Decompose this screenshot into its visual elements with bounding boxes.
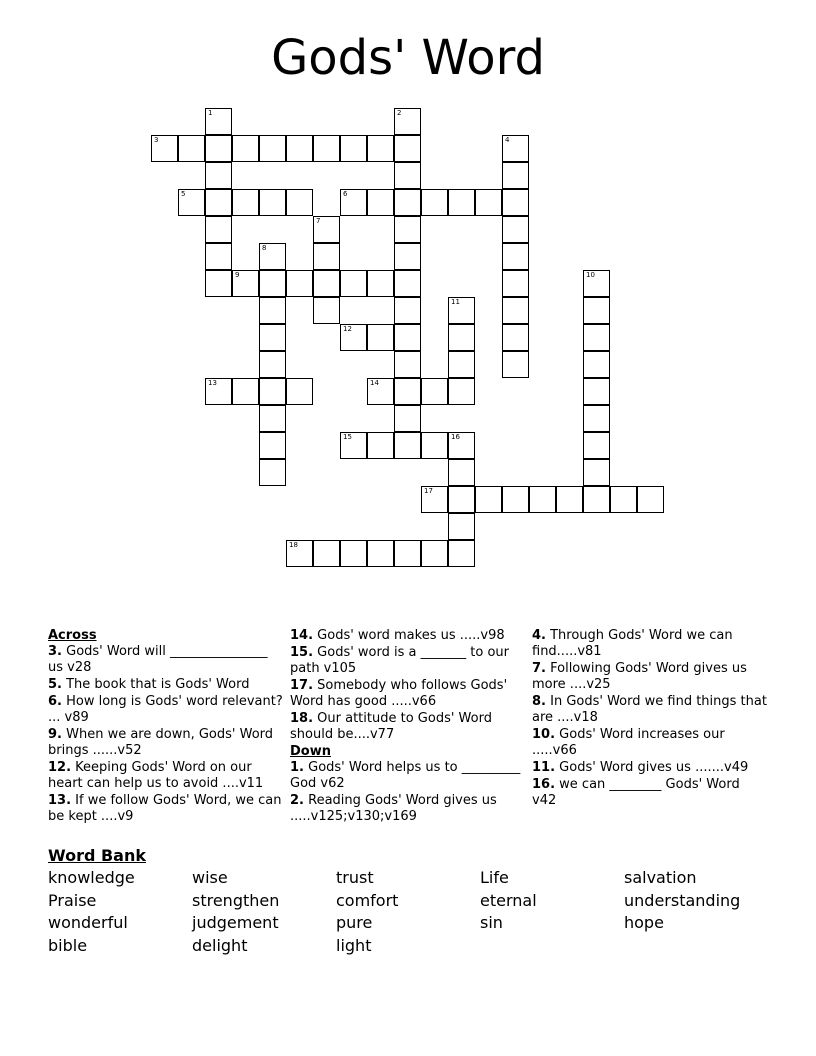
grid-cell[interactable] (394, 405, 421, 432)
grid-cell[interactable] (583, 297, 610, 324)
clue-number: 15 (343, 433, 352, 441)
grid-cell[interactable] (205, 189, 232, 216)
grid-cell[interactable] (367, 189, 394, 216)
grid-cell[interactable] (259, 351, 286, 378)
grid-cell[interactable] (313, 243, 340, 270)
grid-cell[interactable] (394, 189, 421, 216)
grid-cell[interactable] (421, 189, 448, 216)
grid-cell[interactable] (259, 324, 286, 351)
clue-number-label: 17. (290, 678, 314, 693)
grid-cell[interactable] (394, 162, 421, 189)
clue-number: 13 (208, 379, 217, 387)
grid-cell[interactable] (502, 135, 529, 162)
grid-cell[interactable] (259, 432, 286, 459)
grid-cell[interactable] (529, 486, 556, 513)
grid-cell[interactable] (286, 270, 313, 297)
word-bank-item: wonderful (48, 913, 128, 932)
clue-number-label: 2. (290, 793, 304, 808)
grid-cell[interactable] (259, 135, 286, 162)
clue-text: If we follow Gods' Word, we can be kept ....v9 (48, 793, 282, 824)
grid-cell[interactable] (502, 486, 529, 513)
grid-cell[interactable] (205, 162, 232, 189)
clue-number-label: 6. (48, 694, 62, 709)
clue-item (48, 644, 284, 676)
grid-cell[interactable] (610, 486, 637, 513)
clue-text: Gods' Word helps us to _________ God v62 (290, 760, 521, 791)
clue-number: 14 (370, 379, 379, 387)
grid-cell[interactable] (259, 459, 286, 486)
grid-cell[interactable] (475, 486, 502, 513)
clue-number-label: 15. (290, 645, 314, 660)
clue-text: Our attitude to Gods' Word should be....v77 (290, 711, 492, 742)
grid-cell[interactable] (583, 486, 610, 513)
clue-number: 4 (505, 136, 510, 144)
grid-cell[interactable] (394, 270, 421, 297)
clue-number-label: 7. (532, 661, 546, 676)
grid-cell[interactable] (367, 378, 394, 405)
grid-cell[interactable] (421, 378, 448, 405)
clue-number-label: 9. (48, 727, 62, 742)
grid-cell[interactable] (394, 297, 421, 324)
grid-cell[interactable] (259, 378, 286, 405)
clue-number-label: 4. (532, 628, 546, 643)
grid-cell[interactable] (502, 324, 529, 351)
grid-cell[interactable] (313, 216, 340, 243)
clue-number: 5 (181, 190, 186, 198)
clue-number-label: 18. (290, 711, 314, 726)
grid-cell[interactable] (448, 459, 475, 486)
clue-text: Following Gods' Word gives us more ....v25 (532, 661, 747, 692)
grid-cell[interactable] (259, 189, 286, 216)
clue-text: Gods' word makes us .....v98 (313, 628, 505, 643)
grid-cell[interactable] (394, 378, 421, 405)
clue-text: Somebody who follows Gods' Word has good .....v66 (290, 678, 508, 709)
across-clues-a (48, 644, 284, 825)
grid-cell[interactable] (637, 486, 664, 513)
grid-cell[interactable] (313, 135, 340, 162)
grid-cell[interactable] (421, 486, 448, 513)
grid-cell[interactable] (178, 189, 205, 216)
clue-item (290, 645, 526, 677)
grid-cell[interactable] (502, 270, 529, 297)
grid-cell[interactable] (502, 216, 529, 243)
clue-number: 2 (397, 109, 402, 117)
clues-column-1 (48, 628, 284, 826)
grid-cell[interactable] (502, 351, 529, 378)
grid-cell[interactable] (394, 540, 421, 567)
grid-cell[interactable] (286, 540, 313, 567)
grid-cell[interactable] (583, 270, 610, 297)
clue-text: How long is Gods' word relevant? ... v89 (48, 694, 283, 725)
down-heading: Down (290, 744, 331, 759)
clue-number: 3 (154, 136, 159, 144)
grid-cell[interactable] (583, 405, 610, 432)
clue-number-label: 13. (48, 793, 72, 808)
clue-text: Gods' Word gives us .......v49 (555, 760, 749, 775)
grid-cell[interactable] (502, 243, 529, 270)
clue-item (290, 793, 526, 825)
grid-cell[interactable] (367, 270, 394, 297)
grid-cell[interactable] (259, 243, 286, 270)
clue-item (48, 727, 284, 759)
clue-text: we can ________ Gods' Word v42 (532, 777, 740, 808)
grid-cell[interactable] (367, 432, 394, 459)
clue-text: Keeping Gods' Word on our heart can help us to avoid ....v11 (48, 760, 264, 791)
grid-cell[interactable] (286, 135, 313, 162)
grid-cell[interactable] (205, 270, 232, 297)
grid-cell[interactable] (205, 243, 232, 270)
grid-cell[interactable] (340, 432, 367, 459)
grid-cell[interactable] (394, 216, 421, 243)
grid-cell[interactable] (232, 378, 259, 405)
word-bank-heading: Word Bank (48, 846, 147, 865)
word-bank-item: understanding (624, 890, 741, 910)
grid-cell[interactable] (448, 540, 475, 567)
grid-cell[interactable] (394, 324, 421, 351)
clue-text: Gods' Word increases our .....v66 (532, 727, 725, 758)
clue-number: 6 (343, 190, 348, 198)
grid-cell[interactable] (313, 540, 340, 567)
clue-item (532, 727, 768, 759)
grid-cell[interactable] (502, 297, 529, 324)
grid-cell[interactable] (502, 189, 529, 216)
grid-cell[interactable] (259, 270, 286, 297)
clue-number-label: 5. (48, 677, 62, 692)
grid-cell[interactable] (205, 135, 232, 162)
word-bank-item: knowledge (48, 868, 135, 887)
clue-number: 9 (235, 271, 240, 279)
clue-item (532, 694, 768, 726)
grid-cell[interactable] (394, 108, 421, 135)
clue-item (290, 628, 526, 644)
grid-cell[interactable] (583, 351, 610, 378)
word-bank-item: eternal (480, 890, 537, 910)
grid-cell[interactable] (178, 135, 205, 162)
clue-number: 18 (289, 541, 298, 549)
clue-number-label: 8. (532, 694, 546, 709)
grid-cell[interactable] (367, 324, 394, 351)
clue-item (48, 694, 284, 726)
grid-cell[interactable] (448, 378, 475, 405)
grid-cell[interactable] (421, 432, 448, 459)
clue-item (48, 760, 284, 792)
clue-number: 12 (343, 325, 352, 333)
grid-cell[interactable] (394, 243, 421, 270)
clue-number: 11 (451, 298, 460, 306)
word-bank-item: delight (192, 935, 248, 955)
grid-cell[interactable] (205, 378, 232, 405)
word-bank-item: Life (480, 868, 509, 887)
clue-text: The book that is Gods' Word (61, 677, 250, 692)
clue-item (532, 628, 768, 660)
clue-item (532, 777, 768, 809)
down-clues-b (532, 628, 768, 809)
grid-cell[interactable] (259, 405, 286, 432)
grid-cell[interactable] (475, 189, 502, 216)
grid-cell[interactable] (232, 135, 259, 162)
word-bank-item: strengthen (192, 890, 280, 910)
grid-cell[interactable] (394, 351, 421, 378)
grid-cell[interactable] (232, 270, 259, 297)
clue-number-label: 3. (48, 644, 62, 659)
word-bank-item: wise (192, 868, 228, 887)
word-bank-item: hope (624, 913, 664, 932)
grid-cell[interactable] (313, 297, 340, 324)
grid-cell[interactable] (583, 378, 610, 405)
grid-cell[interactable] (448, 486, 475, 513)
grid-cell[interactable] (340, 135, 367, 162)
grid-cell[interactable] (583, 432, 610, 459)
grid-cell[interactable] (340, 189, 367, 216)
grid-cell[interactable] (448, 297, 475, 324)
clue-number-label: 10. (532, 727, 556, 742)
grid-cell[interactable] (151, 135, 178, 162)
across-heading: Across (48, 628, 97, 643)
grid-cell[interactable] (583, 324, 610, 351)
clue-item (532, 760, 768, 776)
clue-number: 17 (424, 487, 433, 495)
grid-cell[interactable] (232, 189, 259, 216)
grid-cell[interactable] (286, 189, 313, 216)
grid-cell[interactable] (394, 432, 421, 459)
word-bank-item: salvation (624, 868, 697, 887)
clue-number: 1 (208, 109, 213, 117)
clue-text: Reading Gods' Word gives us .....v125;v130;v169 (290, 793, 497, 824)
clue-text: Gods' word is a _______ to our path v105 (290, 645, 509, 676)
word-bank-item: sin (480, 913, 503, 932)
grid-cell[interactable] (583, 459, 610, 486)
clue-number-label: 1. (290, 760, 304, 775)
grid-cell[interactable] (448, 432, 475, 459)
clue-number: 7 (316, 217, 321, 225)
grid-cell[interactable] (340, 270, 367, 297)
clue-number-label: 12. (48, 760, 72, 775)
grid-cell[interactable] (259, 297, 286, 324)
clue-number-label: 14. (290, 628, 314, 643)
grid-cell[interactable] (313, 270, 340, 297)
clue-number: 16 (451, 433, 460, 441)
clue-number-label: 11. (532, 760, 556, 775)
grid-cell[interactable] (448, 351, 475, 378)
clue-number: 10 (586, 271, 595, 279)
grid-cell[interactable] (448, 324, 475, 351)
grid-cell[interactable] (205, 108, 232, 135)
word-bank-item: judgement (192, 913, 279, 932)
word-bank-item: Praise (48, 890, 97, 910)
clue-item (290, 760, 526, 792)
grid-cell[interactable] (286, 378, 313, 405)
word-bank-item: bible (48, 935, 88, 955)
grid-cell[interactable] (367, 540, 394, 567)
clue-text: In Gods' Word we find things that are ....v18 (532, 694, 767, 725)
grid-cell[interactable] (421, 540, 448, 567)
down-clues-a (290, 760, 526, 825)
grid-cell[interactable] (448, 189, 475, 216)
clues-column-2 (290, 628, 526, 826)
clue-item (532, 661, 768, 693)
word-bank-item: comfort (336, 890, 399, 910)
grid-cell[interactable] (367, 135, 394, 162)
across-clues-b (290, 628, 526, 743)
clue-item (48, 793, 284, 825)
clue-text: Through Gods' Word we can find.....v81 (532, 628, 733, 659)
grid-cell[interactable] (205, 216, 232, 243)
grid-cell[interactable] (340, 324, 367, 351)
grid-cell[interactable] (556, 486, 583, 513)
clue-number-label: 16. (532, 777, 556, 792)
grid-cell[interactable] (448, 513, 475, 540)
word-bank-item: trust (336, 868, 374, 887)
word-bank-item: pure (336, 913, 373, 932)
grid-cell[interactable] (502, 162, 529, 189)
clue-text: When we are down, Gods' Word brings ......v52 (48, 727, 274, 758)
clue-text: Gods' Word will _______________ us v28 (48, 644, 268, 675)
clue-number: 8 (262, 244, 267, 252)
clue-item (48, 677, 284, 693)
grid-cell[interactable] (394, 135, 421, 162)
clue-item (290, 711, 526, 743)
grid-cell[interactable] (340, 540, 367, 567)
page-title: Gods' Word (271, 30, 545, 86)
word-bank-item: light (336, 935, 372, 955)
clues-column-3 (532, 628, 768, 810)
clue-item (290, 678, 526, 710)
